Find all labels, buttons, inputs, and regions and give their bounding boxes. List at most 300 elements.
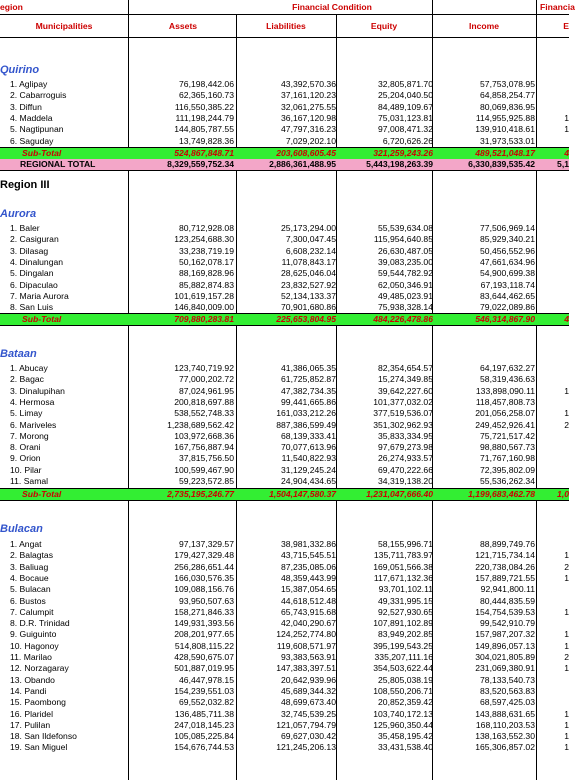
row-label: Sub-Total — [22, 148, 62, 158]
assets-cell: 88,169,828.96 — [179, 268, 234, 279]
liabilities-cell: 6,608,232.14 — [285, 245, 336, 256]
municipality-name: 4. Bocaue — [10, 572, 49, 583]
equity-cell: 69,470,222.66 — [378, 464, 433, 475]
equity-cell: 1,231,047,666.40 — [366, 489, 433, 499]
liabilities-cell: 887,386,599.49 — [276, 419, 336, 430]
liabilities-cell: 48,359,443.99 — [281, 572, 336, 583]
liabilities-cell: 70,901,680.86 — [281, 302, 336, 313]
assets-cell: 77,000,202.72 — [179, 374, 234, 385]
liabilities-cell: 69,627,030.42 — [281, 731, 336, 742]
table-row — [0, 573, 569, 584]
region-header: egion — [0, 2, 23, 12]
income-cell: 54,900,699.38 — [480, 268, 535, 279]
province-title: Bulacan — [0, 523, 43, 535]
assets-cell: 50,162,078.17 — [179, 256, 234, 267]
assets-cell: 200,818,697.88 — [174, 396, 234, 407]
liabilities-cell: 93,383,563.91 — [281, 652, 336, 662]
assets-cell: 97,137,329.57 — [179, 539, 234, 549]
table-row — [0, 223, 569, 234]
income-cell: 157,889,721.55 — [475, 572, 535, 583]
income-cell: 99,542,910.79 — [480, 618, 535, 629]
income-cell: 50,456,552.96 — [480, 245, 535, 256]
municipality-name: 2. Bagac — [10, 374, 44, 385]
table-row — [0, 618, 569, 629]
income-cell: 139,910,418.61 — [475, 124, 535, 135]
equity-cell: 58,155,996.71 — [378, 539, 433, 549]
assets-cell: 123,254,688.30 — [174, 234, 234, 245]
table-row — [0, 386, 569, 397]
header-row-2 — [0, 15, 569, 38]
assets-cell: 33,238,719.19 — [179, 245, 234, 256]
municipality-name: 2. Cabarroguis — [10, 90, 67, 101]
table-row — [0, 742, 569, 753]
municipality-name: 5. Bulacan — [10, 584, 51, 595]
municipality-name: 1. Angat — [10, 539, 42, 549]
income-cell: 98,880,567.73 — [480, 442, 535, 453]
table-row — [0, 697, 569, 708]
income-cell: 1,199,683,462.78 — [468, 489, 535, 499]
table-row — [0, 268, 569, 279]
equity-cell: 49,485,023.91 — [378, 290, 433, 301]
liabilities-cell: 121,057,794.79 — [276, 719, 336, 730]
liabilities-cell: 44,618,512.48 — [281, 595, 336, 606]
municipality-name: 11. Samal — [10, 476, 49, 486]
assets-cell: 101,619,157.28 — [174, 290, 234, 301]
equity-cell: 20,852,359.42 — [378, 697, 433, 708]
expense-cell: 1 — [564, 550, 569, 561]
table-row — [0, 374, 569, 385]
expense-cell: 1 — [564, 408, 569, 419]
assets-cell: 208,201,977.65 — [174, 629, 234, 640]
equity-cell: 351,302,962.93 — [373, 419, 433, 430]
equity-cell: 377,519,536.07 — [373, 408, 433, 419]
row-label: Sub-Total — [22, 314, 62, 324]
income-cell: 489,521,048.17 — [475, 148, 535, 158]
table-row — [0, 584, 569, 595]
equity-cell: 59,544,782.92 — [378, 268, 433, 279]
liabilities-cell: 2,886,361,488.95 — [269, 159, 336, 169]
income-cell: 168,110,203.53 — [475, 719, 535, 730]
assets-cell: 116,550,385.22 — [174, 101, 234, 112]
assets-header: Assets — [168, 21, 198, 31]
income-cell: 6,330,839,535.42 — [468, 159, 535, 169]
liabilities-cell: 11,540,822.93 — [281, 453, 336, 464]
liabilities-cell: 32,745,539.25 — [281, 708, 336, 719]
assets-cell: 59,223,572.85 — [179, 476, 234, 486]
table-row — [0, 675, 569, 686]
equity-cell: 117,671,132.36 — [373, 572, 433, 583]
liabilities-cell: 41,386,065.35 — [281, 363, 336, 373]
liabilities-cell: 124,252,774.80 — [276, 629, 336, 640]
income-cell: 133,898,090.11 — [475, 385, 535, 396]
municipality-name: 3. Dilasag — [10, 245, 49, 256]
table-row — [0, 102, 569, 113]
equity-cell: 75,938,328.14 — [378, 302, 433, 313]
income-cell: 201,056,258.07 — [475, 408, 535, 419]
total-row — [0, 159, 569, 171]
income-cell: 92,941,800.11 — [480, 584, 535, 595]
table-row — [0, 124, 569, 135]
equity-cell: 169,051,566.38 — [373, 561, 433, 572]
equity-cell: 101,377,032.02 — [373, 396, 433, 407]
assets-cell: 538,552,748.33 — [174, 408, 234, 419]
equity-cell: 395,199,543.25 — [373, 640, 433, 651]
assets-cell: 149,931,393.56 — [174, 618, 234, 629]
row-label: Sub-Total — [22, 489, 62, 499]
income-cell: 31,973,533.01 — [480, 135, 535, 146]
assets-cell: 105,085,225.84 — [174, 731, 234, 742]
equity-cell: 5,443,198,263.39 — [366, 159, 433, 169]
assets-cell: 247,018,145.23 — [174, 719, 234, 730]
municipality-name: 3. Diffun — [10, 101, 42, 112]
expense-cell: 1 — [564, 742, 569, 753]
equity-cell: 115,954,640.85 — [373, 234, 433, 245]
financial-condition-header: Financial Condition — [292, 2, 372, 12]
assets-cell: 87,024,961.95 — [179, 385, 234, 396]
liabilities-header: Liabilities — [266, 21, 306, 31]
liabilities-cell: 7,300,047.45 — [285, 234, 336, 245]
liabilities-cell: 52,134,133.37 — [281, 290, 336, 301]
equity-cell: 135,711,783.97 — [373, 550, 433, 561]
municipality-name: 5. Nagtipunan — [10, 124, 64, 135]
divider — [536, 0, 537, 14]
table-row — [0, 720, 569, 731]
liabilities-cell: 47,382,734.35 — [281, 385, 336, 396]
assets-cell: 501,887,019.95 — [174, 663, 234, 674]
income-cell: 304,021,805.89 — [475, 652, 535, 662]
table-row — [0, 686, 569, 697]
assets-cell: 146,840,009.00 — [174, 302, 234, 313]
municipality-name: 13. Obando — [10, 674, 55, 685]
assets-cell: 144,805,787.55 — [174, 124, 234, 135]
assets-cell: 13,749,828.36 — [179, 135, 234, 146]
municipality-name: 1. Aglipay — [10, 79, 48, 89]
table-row — [0, 363, 569, 374]
assets-cell: 62,365,160.73 — [179, 90, 234, 101]
municipality-name: 19. San Miguel — [10, 742, 68, 753]
expense-cell: 1 — [564, 606, 569, 617]
liabilities-cell: 203,608,605.45 — [276, 148, 336, 158]
municipality-name: 7. Morong — [10, 430, 49, 441]
assets-cell: 428,590,675.07 — [174, 652, 234, 662]
income-cell: 546,314,867.90 — [475, 314, 535, 324]
income-cell: 138,163,552.30 — [475, 731, 535, 742]
equity-cell: 84,489,109.67 — [378, 101, 433, 112]
municipality-name: 16. Plaridel — [10, 708, 53, 719]
municipality-name: 2. Balagtas — [10, 550, 53, 561]
municipality-name: 5. Dingalan — [10, 268, 54, 279]
assets-cell: 46,447,978.15 — [179, 674, 234, 685]
assets-cell: 100,599,467.90 — [174, 464, 234, 475]
liabilities-cell: 28,625,046.04 — [281, 268, 336, 279]
table-row — [0, 629, 569, 640]
assets-cell: 8,329,559,752.34 — [167, 159, 234, 169]
equity-cell: 125,960,350.44 — [373, 719, 433, 730]
liabilities-cell: 42,040,290.67 — [281, 618, 336, 629]
equity-cell: 484,226,478.86 — [373, 314, 433, 324]
assets-cell: 179,427,329.48 — [174, 550, 234, 561]
income-cell: 71,767,160.98 — [480, 453, 535, 464]
province-title: Aurora — [0, 208, 37, 220]
expense-cell: 1 — [564, 708, 569, 719]
table-row — [0, 453, 569, 464]
equity-cell: 62,050,346.91 — [378, 279, 433, 290]
assets-cell: 76,198,442.06 — [179, 79, 234, 89]
liabilities-cell: 20,642,939.96 — [281, 674, 336, 685]
assets-cell: 1,238,689,562.42 — [167, 419, 234, 430]
income-cell: 47,661,634.96 — [480, 256, 535, 267]
expense-cell: 1,0 — [557, 489, 569, 499]
expense-cell: 1 — [564, 731, 569, 742]
assets-cell: 167,756,887.94 — [174, 442, 234, 453]
assets-cell: 123,740,719.92 — [174, 363, 234, 373]
municipality-name: 9. Guiguinto — [10, 629, 57, 640]
equity-cell: 55,539,634.08 — [378, 223, 433, 233]
expense-cell: 2 — [564, 652, 569, 662]
municipality-name: 8. San Luis — [10, 302, 53, 313]
assets-cell: 93,950,507.63 — [179, 595, 234, 606]
municipality-name: 8. Orani — [10, 442, 41, 453]
table-row — [0, 79, 569, 90]
assets-cell: 109,088,156.76 — [174, 584, 234, 595]
equity-cell: 33,431,538.40 — [378, 742, 433, 753]
table-row — [0, 431, 569, 442]
equity-cell: 93,701,102.11 — [378, 584, 433, 595]
assets-cell: 80,712,928.08 — [179, 223, 234, 233]
total-row — [0, 488, 569, 501]
table-row — [0, 476, 569, 487]
municipality-name: 6. Saguday — [10, 135, 54, 146]
equity-cell: 15,274,349.85 — [378, 374, 433, 385]
income-cell: 80,069,836.95 — [480, 101, 535, 112]
expense-cell: 1 — [564, 112, 569, 123]
assets-cell: 524,867,848.71 — [174, 148, 234, 158]
expense-cell: 1 — [564, 719, 569, 730]
income-cell: 154,754,539.53 — [475, 606, 535, 617]
assets-cell: 37,815,756.50 — [179, 453, 234, 464]
liabilities-cell: 11,078,843.17 — [281, 256, 336, 267]
table-row — [0, 652, 569, 663]
liabilities-cell: 70,077,613.96 — [281, 442, 336, 453]
total-row — [0, 313, 569, 326]
income-cell: 68,597,425.03 — [480, 697, 535, 708]
municipality-name: 14. Pandi — [10, 685, 47, 696]
liabilities-cell: 161,033,212.26 — [276, 408, 336, 419]
expense-cell: 1 — [564, 124, 569, 135]
equity-cell: 354,503,622.44 — [373, 663, 433, 674]
liabilities-cell: 24,904,434.65 — [281, 476, 336, 486]
financial-cut-header: Financia — [540, 2, 575, 12]
expense-cell: 1 — [564, 572, 569, 583]
table-row — [0, 291, 569, 302]
equity-cell: 26,274,933.57 — [378, 453, 433, 464]
equity-cell: 6,720,626.26 — [382, 135, 433, 146]
expense-cell: 4 — [564, 314, 569, 324]
equity-cell: 26,630,487.05 — [378, 245, 433, 256]
income-cell: 143,888,631.65 — [475, 708, 535, 719]
municipality-name: 1. Baler — [10, 223, 40, 233]
equity-cell: 25,805,038.19 — [378, 674, 433, 685]
equity-cell: 34,319,138.20 — [378, 476, 433, 486]
income-cell: 165,306,857.02 — [475, 742, 535, 753]
liabilities-cell: 1,504,147,580.37 — [269, 489, 336, 499]
equity-cell: 97,679,273.98 — [378, 442, 433, 453]
liabilities-cell: 15,387,054.65 — [281, 584, 336, 595]
municipality-name: 3. Dinalupihan — [10, 385, 65, 396]
expense-cell: 1 — [564, 629, 569, 640]
liabilities-cell: 36,167,120.98 — [281, 112, 336, 123]
income-cell: 83,644,462.65 — [480, 290, 535, 301]
equity-cell: 321,259,243.26 — [373, 148, 433, 158]
expense-header: E — [563, 21, 569, 31]
table-row — [0, 302, 569, 313]
liabilities-cell: 48,699,673.40 — [281, 697, 336, 708]
equity-cell: 92,527,930.65 — [378, 606, 433, 617]
table-row — [0, 562, 569, 573]
equity-cell: 75,031,123.81 — [378, 112, 433, 123]
income-cell: 88,899,749.76 — [480, 539, 535, 549]
expense-cell: 1 — [564, 663, 569, 674]
municipalities-header: Municipalities — [35, 21, 93, 31]
income-cell: 231,069,380.91 — [475, 663, 535, 674]
table-row — [0, 90, 569, 101]
equity-cell: 82,354,654.57 — [378, 363, 433, 373]
liabilities-cell: 99,441,665.86 — [281, 396, 336, 407]
table-row — [0, 465, 569, 476]
municipality-name: 10. Pilar — [10, 464, 42, 475]
table-row — [0, 408, 569, 419]
province-title: Bataan — [0, 348, 37, 360]
equity-cell: 35,458,195.42 — [378, 731, 433, 742]
expense-cell: 1 — [564, 640, 569, 651]
region-title: Region III — [0, 179, 50, 191]
table-row — [0, 136, 569, 147]
municipality-name: 17. Pulilan — [10, 719, 51, 730]
assets-cell: 2,735,195,246.77 — [167, 489, 234, 499]
municipality-name: 4. Dinalungan — [10, 256, 64, 267]
municipality-name: 10. Hagonoy — [10, 640, 59, 651]
equity-cell: 83,949,202.85 — [378, 629, 433, 640]
liabilities-cell: 23,832,527.92 — [281, 279, 336, 290]
municipality-name: 8. D.R. Trinidad — [10, 618, 70, 629]
liabilities-cell: 87,235,085.06 — [281, 561, 336, 572]
equity-cell: 25,204,040.50 — [378, 90, 433, 101]
equity-cell: 39,642,227.60 — [378, 385, 433, 396]
assets-cell: 85,882,874.83 — [179, 279, 234, 290]
assets-cell: 709,880,283.81 — [174, 314, 234, 324]
assets-cell: 256,286,651.44 — [174, 561, 234, 572]
municipality-name: 4. Hermosa — [10, 396, 55, 407]
equity-cell: 49,331,995.15 — [378, 595, 433, 606]
income-cell: 83,520,563.83 — [480, 685, 535, 696]
income-cell: 75,721,517.42 — [480, 430, 535, 441]
liabilities-cell: 7,029,202.10 — [285, 135, 336, 146]
table-row — [0, 397, 569, 408]
income-cell: 220,738,084.26 — [475, 561, 535, 572]
income-cell: 64,858,254.77 — [480, 90, 535, 101]
income-cell: 55,536,262.34 — [480, 476, 535, 486]
header-row-1 — [0, 0, 575, 15]
table-row — [0, 641, 569, 652]
assets-cell: 154,676,744.53 — [174, 742, 234, 753]
liabilities-cell: 45,689,344.32 — [281, 685, 336, 696]
liabilities-cell: 31,129,245.24 — [281, 464, 336, 475]
expense-cell: 2 — [564, 561, 569, 572]
income-cell: 80,444,835.59 — [480, 595, 535, 606]
expense-cell: 5,1 — [557, 159, 569, 169]
income-cell: 85,929,340.21 — [480, 234, 535, 245]
table-row — [0, 596, 569, 607]
income-cell: 157,987,207.32 — [475, 629, 535, 640]
municipality-name: 12. Norzagaray — [10, 663, 69, 674]
table-row — [0, 246, 569, 257]
liabilities-cell: 38,981,332.86 — [281, 539, 336, 549]
assets-cell: 514,808,115.22 — [174, 640, 234, 651]
income-cell: 114,955,925.88 — [475, 112, 535, 123]
table-row — [0, 113, 569, 124]
table-row — [0, 257, 569, 268]
expense-cell: 4 — [564, 148, 569, 158]
liabilities-cell: 225,653,804.95 — [276, 314, 336, 324]
income-cell: 249,452,926.41 — [475, 419, 535, 430]
assets-cell: 69,552,032.82 — [179, 697, 234, 708]
income-cell: 57,753,078.95 — [480, 79, 535, 89]
divider — [432, 0, 433, 14]
assets-cell: 166,030,576.35 — [174, 572, 234, 583]
income-cell: 149,896,057.13 — [475, 640, 535, 651]
equity-cell: 103,740,172.13 — [373, 708, 433, 719]
equity-cell: 39,083,235.00 — [378, 256, 433, 267]
income-cell: 121,715,734.14 — [475, 550, 535, 561]
province-title: Quirino — [0, 64, 40, 76]
expense-cell: 2 — [564, 419, 569, 430]
municipality-name: 1. Abucay — [10, 363, 48, 373]
assets-cell: 111,198,244.79 — [175, 112, 234, 123]
equity-cell: 35,833,334.95 — [378, 430, 433, 441]
table-row — [0, 607, 569, 618]
liabilities-cell: 68,139,333.41 — [281, 430, 336, 441]
municipality-name: 6. Mariveles — [10, 419, 57, 430]
income-cell: 77,506,969.14 — [480, 223, 535, 233]
municipality-name: 7. Maria Aurora — [10, 290, 69, 301]
row-label: REGIONAL TOTAL — [20, 159, 96, 169]
table-row — [0, 442, 569, 453]
income-cell: 78,133,540.73 — [480, 674, 535, 685]
liabilities-cell: 65,743,915.68 — [281, 606, 336, 617]
municipality-name: 9. Orion — [10, 453, 41, 464]
table-row — [0, 731, 569, 742]
municipality-name: 15. Paombong — [10, 697, 66, 708]
liabilities-cell: 119,608,571.97 — [276, 640, 336, 651]
liabilities-cell: 43,715,545.51 — [281, 550, 336, 561]
income-cell: 64,197,632.27 — [480, 363, 535, 373]
municipality-name: 5. Limay — [10, 408, 43, 419]
liabilities-cell: 32,061,275.55 — [281, 101, 336, 112]
assets-cell: 136,485,711.38 — [174, 708, 234, 719]
income-cell: 58,319,436.63 — [480, 374, 535, 385]
liabilities-cell: 121,245,206.13 — [276, 742, 336, 753]
liabilities-cell: 37,161,120.23 — [281, 90, 336, 101]
liabilities-cell: 43,392,570.36 — [281, 79, 336, 89]
equity-cell: 32,805,871.70 — [378, 79, 433, 89]
income-cell: 72,395,802.09 — [480, 464, 535, 475]
municipality-name: 6. Bustos — [10, 595, 46, 606]
municipality-name: 7. Calumpit — [10, 606, 54, 617]
table-row — [0, 709, 569, 720]
municipality-name: 4. Maddela — [10, 112, 53, 123]
income-cell: 79,022,089.86 — [480, 302, 535, 313]
income-header: Income — [468, 21, 500, 31]
